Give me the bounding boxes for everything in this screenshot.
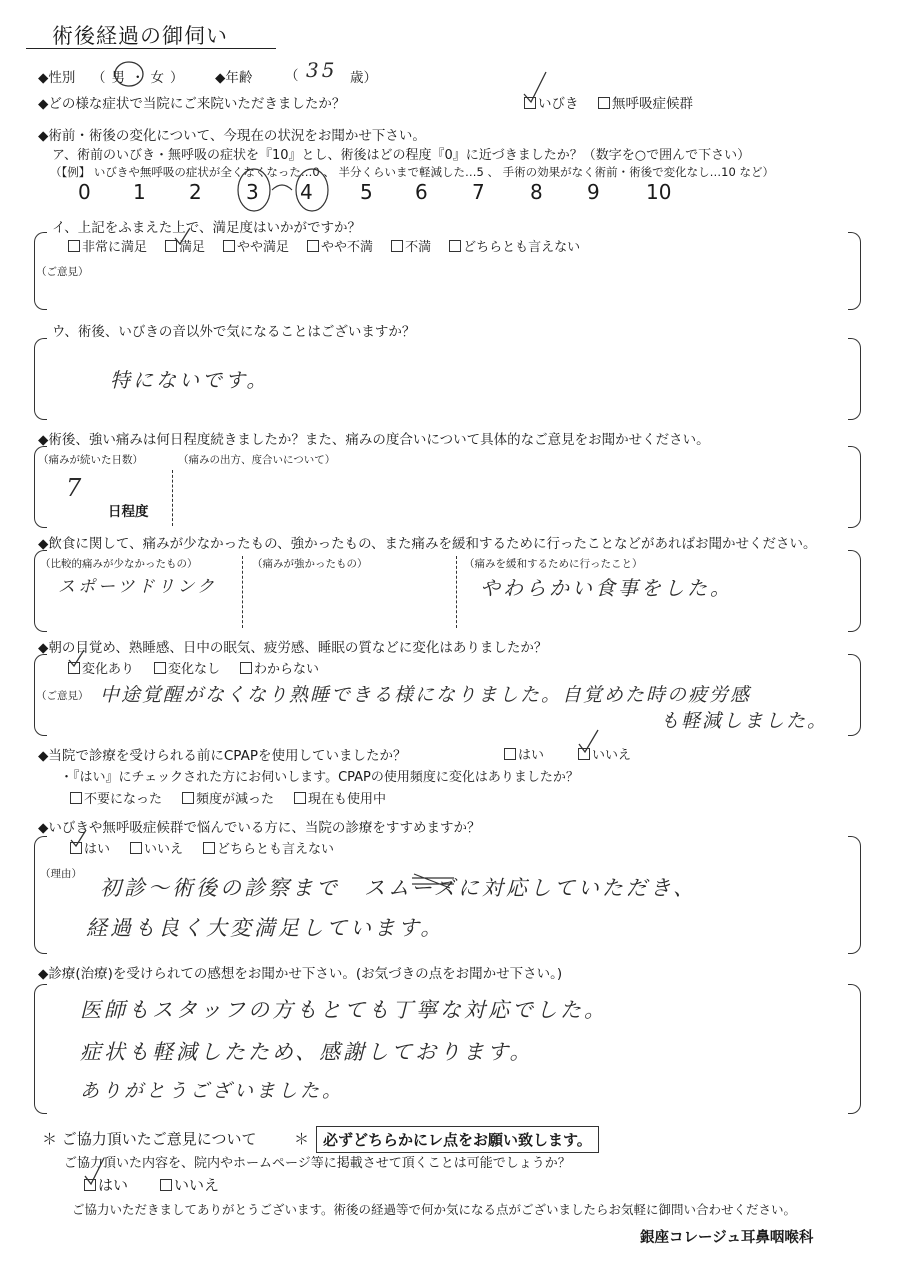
q5-answer-line1[interactable]: 中途覚醒がなくなり熟睡できる様になりました。自覚めた時の疲労感 — [100, 684, 752, 706]
check-mark-icon — [68, 828, 90, 852]
option-label: いいえ — [592, 748, 632, 763]
q3-days-label: （痛みが続いた日数） — [38, 454, 143, 466]
q3-days-unit: 日程度 — [108, 504, 149, 520]
checkbox[interactable] — [598, 97, 610, 109]
option-label: はい — [518, 748, 545, 763]
satisfaction-option-0[interactable] — [68, 240, 147, 255]
scale-option-4[interactable]: 4 — [300, 180, 313, 204]
q2-question: ◆術前・術後の変化について、今現在の状況をお聞かせ下さい。 — [38, 128, 426, 144]
option-label: 変化あり — [82, 662, 135, 677]
option-label: いいえ — [144, 842, 184, 857]
scale-option-8[interactable]: 8 — [530, 180, 543, 204]
q6-sub-option-1[interactable] — [182, 792, 274, 807]
checkbox[interactable] — [70, 792, 82, 804]
checkbox[interactable] — [391, 240, 403, 252]
bracket-left — [34, 836, 47, 954]
q2i-opinion-label: （ご意見） — [36, 266, 89, 278]
scale-option-1[interactable]: 1 — [133, 180, 146, 204]
q6-option-yes[interactable] — [504, 744, 544, 763]
q7-question: ◆いびきや無呼吸症候群で悩んでいる方に、当院の診療をすすめますか？ — [38, 820, 481, 836]
check-mark-icon — [66, 648, 88, 672]
q7-options[interactable] — [70, 838, 354, 857]
option-label: 不要になった — [84, 792, 163, 807]
opinion-bracket-right — [848, 232, 861, 310]
scale-selected-circle — [224, 166, 334, 214]
age-unit: 歳） — [350, 70, 377, 86]
option-label: 無呼吸症候群 — [612, 96, 693, 112]
bracket-left — [34, 984, 47, 1114]
scale-option-6[interactable]: 6 — [415, 180, 428, 204]
gender-label: ◆性別 — [38, 70, 76, 86]
check-mark-icon — [172, 226, 194, 250]
bracket-right — [848, 654, 861, 736]
q4-less-label: （比較的痛みが少なかったもの） — [40, 558, 198, 570]
bracket-right — [848, 338, 861, 420]
q5-answer-line2[interactable]: も軽減しました。 — [660, 710, 829, 732]
q5-opinion-label: （ご意見） — [36, 690, 89, 702]
q2i-question: イ、上記をふまえた上で、満足度はいかがですか？ — [52, 220, 362, 236]
bracket-right — [848, 836, 861, 954]
q8-question: ◆診療(治療)を受けられての感想をお聞かせ下さい。(お気づきの点をお聞かせ下さい。) — [38, 966, 563, 982]
divider — [456, 556, 457, 628]
option-label: 頻度が減った — [196, 792, 275, 807]
consent-heading: ＊ ご協力頂いたご意見について — [42, 1130, 257, 1148]
option-label: わからない — [254, 662, 320, 677]
q6-sub-option-2[interactable] — [294, 792, 386, 807]
check-mark-icon — [82, 1156, 108, 1190]
age-open-paren: （ — [285, 68, 299, 84]
gender-options[interactable]: （男・女） — [92, 70, 190, 86]
q7-option-1[interactable] — [130, 842, 183, 857]
q3-days-value[interactable]: 7 — [66, 474, 86, 502]
q2a-question: ア、術前のいびき・無呼吸の症状を『10』とし、術後はどの程度『0』に近づきましたか？（数字を○で囲んで下さい） — [52, 148, 751, 163]
bracket-right — [848, 550, 861, 632]
q3-question: ◆術後、強い痛みは何日程度続きましたか？また、痛みの度合いについて具体的なご意見をお聞かせください。 — [38, 432, 710, 448]
q4-question: ◆飲食に関して、痛みが少なかったもの、強かったもの、また痛みを緩和するために行ったことなどがあればお聞かせください。 — [38, 536, 817, 552]
bracket-right — [848, 446, 861, 528]
q1-option-apnea[interactable] — [598, 92, 693, 112]
checkbox[interactable] — [203, 842, 215, 854]
option-label: どちらとも言えない — [217, 842, 335, 857]
option-label: いいえ — [174, 1176, 220, 1194]
gender-selected-circle — [112, 58, 146, 88]
q4-relief-answer[interactable]: やわらかい食事をした。 — [480, 576, 733, 600]
q8-answer-line1[interactable]: 医師もスタッフの方もとても丁寧な対応でした。 — [80, 998, 608, 1022]
checkbox[interactable] — [160, 1179, 172, 1191]
scale-option-5[interactable]: 5 — [360, 180, 373, 204]
checkbox[interactable] — [294, 792, 306, 804]
consent-option-no[interactable] — [160, 1174, 219, 1195]
q7-reason-label: （理由） — [40, 868, 82, 880]
q5-option-2[interactable] — [240, 662, 319, 677]
checkbox[interactable] — [240, 662, 252, 674]
check-mark-icon — [576, 728, 602, 758]
q4-less-answer[interactable]: スポーツドリンク — [58, 577, 217, 597]
page-title: 術後経過の御伺い — [52, 24, 228, 48]
satisfaction-option-2[interactable] — [223, 240, 289, 255]
age-label: ◆年齢 — [215, 70, 253, 86]
satisfaction-option-3[interactable] — [307, 240, 373, 255]
checkbox[interactable] — [504, 748, 516, 760]
q6-sub-question: ・『はい』にチェックされた方にお伺いします。CPAPの使用頻度に変化はありましたか？ — [60, 770, 579, 785]
q6-sub-options[interactable] — [70, 788, 406, 807]
check-mark-icon — [520, 68, 550, 108]
checkbox[interactable] — [130, 842, 142, 854]
age-value[interactable]: 35 — [306, 58, 338, 82]
q5-option-1[interactable] — [154, 662, 220, 677]
divider — [242, 556, 243, 628]
option-label: 非常に満足 — [82, 240, 148, 255]
option-label: いびき — [538, 96, 579, 112]
checkbox[interactable] — [154, 662, 166, 674]
consent-emphasis: 必ずどちらかにレ点をお願い致します。 — [316, 1126, 599, 1153]
bracket-right — [848, 984, 861, 1114]
q5-question: ◆朝の目覚め、熟睡感、日中の眠気、疲労感、睡眠の質などに変化はありましたか？ — [38, 640, 548, 656]
footer-thanks: ご協力いただきましてありがとうございます。術後の経過等で何か気になる点がございましたらお気軽に御問い合わせください。 — [72, 1202, 797, 1217]
q7-answer-line1[interactable]: 初診〜術後の診察まで スムーズに対応していただき、 — [100, 876, 698, 900]
scale-option-0[interactable]: 0 — [78, 180, 91, 204]
checkbox[interactable] — [223, 240, 235, 252]
option-label: やや満足 — [237, 240, 290, 255]
scale-option-7[interactable]: 7 — [472, 180, 485, 204]
q4-strong-label: （痛みが強かったもの） — [252, 558, 368, 570]
scale-option-3[interactable]: 3 — [246, 180, 259, 204]
q2i-options[interactable] — [68, 236, 598, 255]
scale-option-2[interactable]: 2 — [189, 180, 202, 204]
option-label: 満足 — [179, 240, 206, 255]
option-label: はい — [98, 1176, 129, 1194]
checkbox[interactable] — [307, 240, 319, 252]
q5-options[interactable] — [68, 658, 339, 677]
checkbox[interactable] — [68, 240, 80, 252]
q2u-answer[interactable]: 特にないです。 — [110, 368, 270, 392]
scale-option-10[interactable]: 10 — [646, 180, 672, 204]
checkbox[interactable] — [449, 240, 461, 252]
option-label: 現在も使用中 — [308, 792, 387, 807]
q4-relief-label: （痛みを緩和するために行ったこと） — [464, 558, 643, 570]
satisfaction-option-4[interactable] — [391, 240, 431, 255]
q7-option-2[interactable] — [203, 842, 334, 857]
option-label: 変化なし — [168, 662, 221, 677]
bracket-left — [34, 338, 47, 420]
divider — [172, 470, 173, 526]
option-label: 不満 — [405, 240, 432, 255]
strikethrough-icon — [410, 872, 460, 892]
scale-option-9[interactable]: 9 — [587, 180, 600, 204]
q8-answer-line2[interactable]: 症状も軽減したため、感謝しております。 — [80, 1040, 534, 1064]
q8-answer-line3[interactable]: ありがとうございました。 — [80, 1080, 345, 1102]
satisfaction-option-5[interactable] — [449, 240, 580, 255]
option-label: どちらとも言えない — [463, 240, 581, 255]
option-label: はい — [84, 842, 111, 857]
footer-clinic-name: 銀座コレージュ耳鼻咽喉科 — [640, 1230, 814, 1246]
q1-question: ◆どの様な症状で当院にご来院いただきましたか？ — [38, 96, 346, 112]
consent-question: ご協力頂いた内容を、院内やホームページ等に掲載させて頂くことは可能でしょうか？ — [64, 1156, 571, 1171]
consent-star: ＊ — [294, 1130, 310, 1148]
title-underline — [26, 48, 276, 49]
q6-question: ◆当院で診療を受けられる前にCPAPを使用していましたか？ — [38, 748, 407, 764]
q2a-example: （【例】 いびきや無呼吸の症状が全くなくなった…0 、 半分くらいまで軽減した…5 、 手術の効果がなく術前・術後で変化なし…10 など） — [50, 165, 774, 179]
q7-answer-line2[interactable]: 経過も良く大変満足しています。 — [86, 916, 445, 940]
q6-sub-option-0[interactable] — [70, 792, 162, 807]
q3-degree-label: （痛みの出方、度合いについて） — [178, 454, 336, 466]
q2u-question: ウ、術後、いびきの音以外で気になることはございますか？ — [52, 324, 416, 340]
option-label: やや不満 — [321, 240, 374, 255]
checkbox[interactable] — [182, 792, 194, 804]
